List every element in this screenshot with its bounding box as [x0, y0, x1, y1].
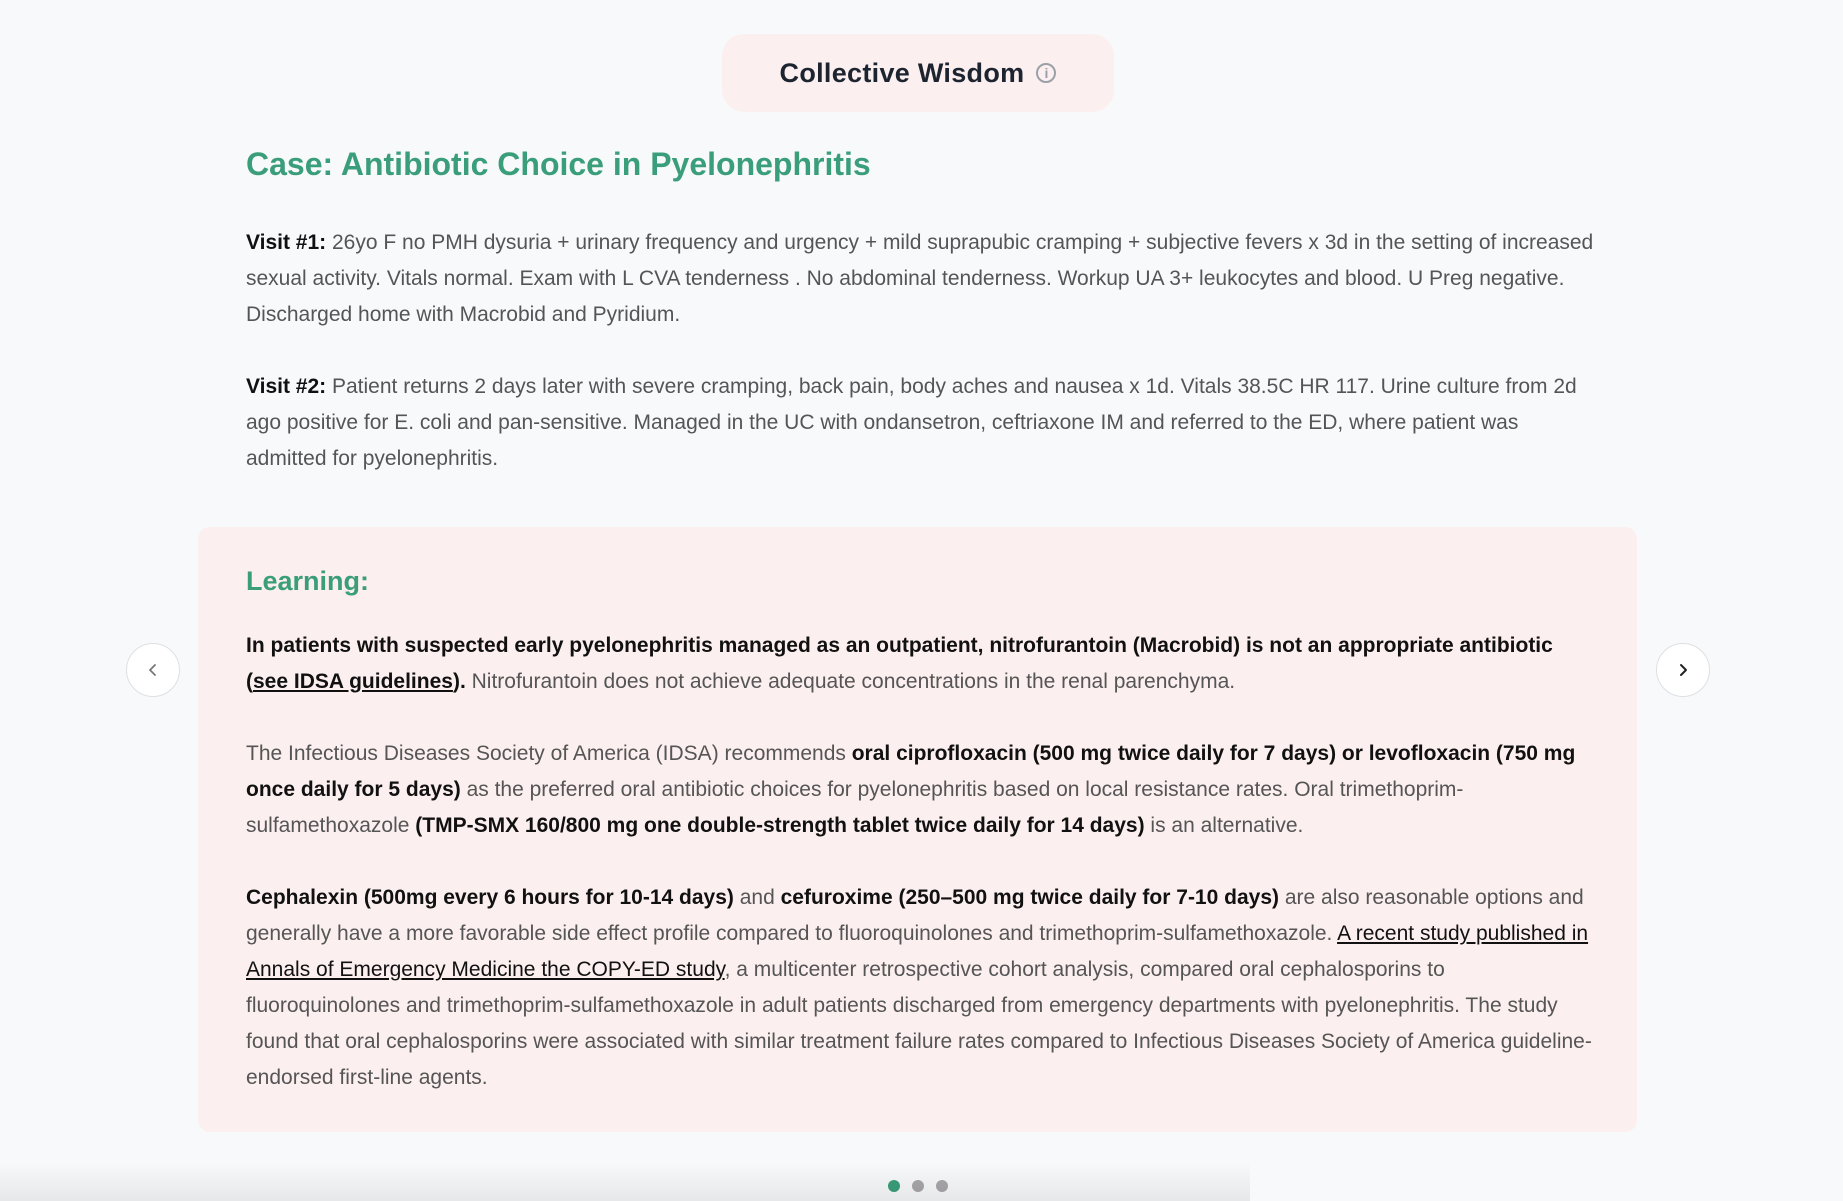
copy-ed-study-link[interactable]: A recent study published in Annals of Emergency Medicine the COPY-ED study [246, 922, 1589, 981]
p1-bold-end: ). [452, 670, 466, 693]
p3-b: and [733, 886, 781, 909]
page-dot-1[interactable] [888, 1180, 900, 1192]
p2-c: as the preferred oral antibiotic choices for pyelonephritis based on local resistance rates. Oral trimethoprim-sulfamethoxazole [246, 778, 1464, 837]
page-dot-2[interactable] [912, 1180, 924, 1192]
carousel-pagination [888, 1180, 948, 1192]
next-button[interactable] [1656, 643, 1710, 697]
p3-e: , a multicenter retrospective cohort analysis, compared oral cephalosporins to fluoroquinolones and trimethoprim-sulfamethoxazole in adult patients discharged from emergency departments with pyelonephritis. The study found that oral cephalosporins were associated with similar treatment failure rates compared to Infectious Diseases Society of America guideline-endorsed first-line agents. [246, 958, 1592, 1089]
learning-paragraph-2 [246, 736, 1596, 844]
p2-e: is an alternative. [1144, 814, 1304, 837]
page-dot-3[interactable] [936, 1180, 948, 1192]
learning-paragraph-3 [246, 880, 1596, 1096]
prev-button[interactable] [126, 643, 180, 697]
p1-bold-text: In patients with suspected early pyelonephritis managed as an outpatient, nitrofurantoin (Macrobid) is not an appropriate antibiotic ( [246, 634, 1553, 693]
p3-a: Cephalexin (500mg every 6 hours for 10-14 days) [246, 886, 734, 909]
collective-wisdom-header [722, 34, 1114, 112]
learning-paragraph-1 [246, 628, 1596, 700]
p2-b: oral ciprofloxacin (500 mg twice daily for 7 days) or levofloxacin (750 mg once daily for 5 days) [246, 742, 1576, 801]
header-title: Collective Wisdom [779, 57, 1025, 88]
visit-2 [246, 369, 1596, 477]
visit-2-label: Visit #2: [246, 375, 327, 398]
case-title: Case: Antibiotic Choice in Pyelonephritis [246, 146, 871, 182]
visit-2-text: Patient returns 2 days later with severe cramping, back pain, body aches and nausea x 1d. Vitals 38.5C HR 117. Urine culture from 2d ago positive for E. coli and pan-sensitive. Managed in the UC with ondansetron, ceftriaxone IM and referred to the ED, where patient was admitted for pyelonephritis. [246, 375, 1577, 470]
p2-a: The Infectious Diseases Society of America (IDSA) recommends [246, 742, 852, 765]
visit-1 [246, 225, 1596, 333]
p3-d: are also reasonable options and generally have a more favorable side effect profile compared to fluoroquinolones and trimethoprim-sulfamethoxazole. [246, 886, 1584, 945]
p2-d: (TMP-SMX 160/800 mg one double-strength tablet twice daily for 14 days) [415, 814, 1145, 837]
visit-1-label: Visit #1: [246, 231, 327, 254]
visit-1-text: 26yo F no PMH dysuria + urinary frequency and urgency + mild suprapubic cramping + subjective fevers x 3d in the setting of increased sexual activity. Vitals normal. Exam with L CVA tenderness . No abdominal tenderness. Workup UA 3+ leukocytes and blood. U Preg negative. Discharged home with Macrobid and Pyridium. [246, 231, 1594, 326]
p1-text: Nitrofurantoin does not achieve adequate concentrations in the renal parenchyma. [465, 670, 1236, 693]
chevron-right-icon [1675, 662, 1691, 678]
info-icon[interactable]: i [1036, 63, 1056, 83]
learning-title: Learning: [246, 566, 370, 596]
chevron-left-icon [145, 662, 161, 678]
bottom-shadow [0, 1161, 1250, 1201]
idsa-guidelines-link[interactable]: see IDSA guidelines [253, 670, 453, 693]
p3-c: cefuroxime (250–500 mg twice daily for 7-10 days) [780, 886, 1279, 909]
